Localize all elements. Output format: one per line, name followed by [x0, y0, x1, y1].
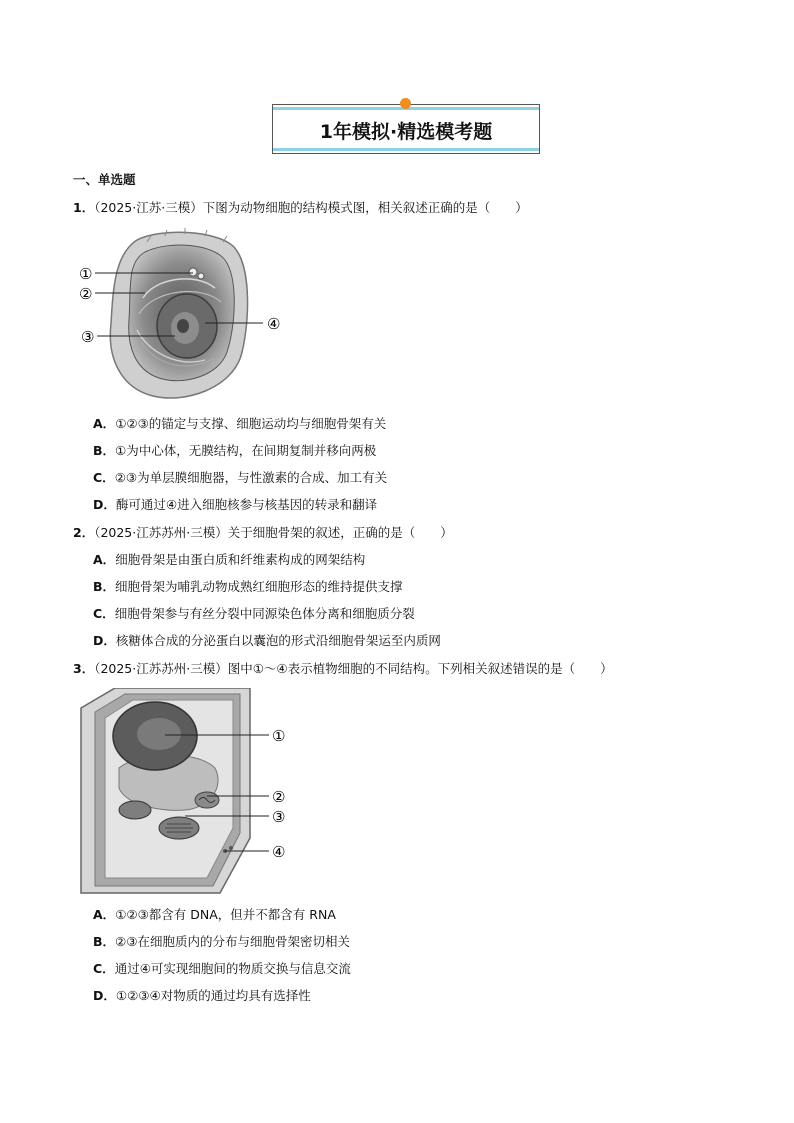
q3-option-b: B．②③在细胞质内的分布与细胞骨架密切相关 [93, 934, 350, 949]
plant-cell-figure [75, 688, 300, 898]
fig3-label-4: ④ [272, 843, 286, 861]
q2-option-b: B．细胞骨架为哺乳动物成熟红细胞形态的维持提供支撑 [93, 579, 403, 594]
q1-option-b: B．①为中心体，无膜结构，在间期复制并移向两极 [93, 443, 377, 458]
fig1-label-4: ④ [267, 315, 281, 333]
question-3-stem: 3．（2025·江苏苏州·三模）图中①～④表示植物细胞的不同结构。下列相关叙述错误的是（ ） [73, 661, 613, 676]
fig1-label-1: ① [79, 265, 93, 283]
q1-option-d: D．酶可通过④进入细胞核参与核基因的转录和翻译 [93, 497, 378, 512]
page-title: 1年模拟·精选模考题 [319, 121, 493, 143]
fig3-label-3: ③ [272, 808, 286, 826]
q3-option-c: C．通过④可实现细胞间的物质交换与信息交流 [93, 961, 351, 976]
title-dot-ornament [400, 98, 411, 109]
q2-option-d: D．核糖体合成的分泌蛋白以囊泡的形式沿细胞骨架运至内质网 [93, 633, 441, 648]
fig3-label-1: ① [272, 727, 286, 745]
q2-option-a: A．细胞骨架是由蛋白质和纤维素构成的网架结构 [93, 552, 366, 567]
q3-option-d: D．①②③④对物质的通过均具有选择性 [93, 988, 311, 1003]
section-heading: 一、单选题 [73, 172, 136, 187]
question-1-stem: 1．（2025·江苏·三模）下图为动物细胞的结构模式图，相关叙述正确的是（ ） [73, 200, 528, 215]
fig3-label-2: ② [272, 788, 286, 806]
title-banner [272, 104, 540, 154]
q1-option-a: A．①②③的锚定与支撑、细胞运动均与细胞骨架有关 [93, 416, 387, 431]
title-band-bottom [273, 148, 539, 151]
fig1-label-2: ② [79, 285, 93, 303]
animal-cell-figure [75, 228, 290, 408]
q3-option-a: A．①②③都含有 DNA，但并不都含有 RNA [93, 907, 336, 922]
q2-option-c: C．细胞骨架参与有丝分裂中同源染色体分离和细胞质分裂 [93, 606, 415, 621]
q1-option-c: C．②③为单层膜细胞器，与性激素的合成、加工有关 [93, 470, 388, 485]
fig1-label-3: ③ [81, 328, 95, 346]
question-2-stem: 2．（2025·江苏苏州·三模）关于细胞骨架的叙述，正确的是（ ） [73, 525, 453, 540]
